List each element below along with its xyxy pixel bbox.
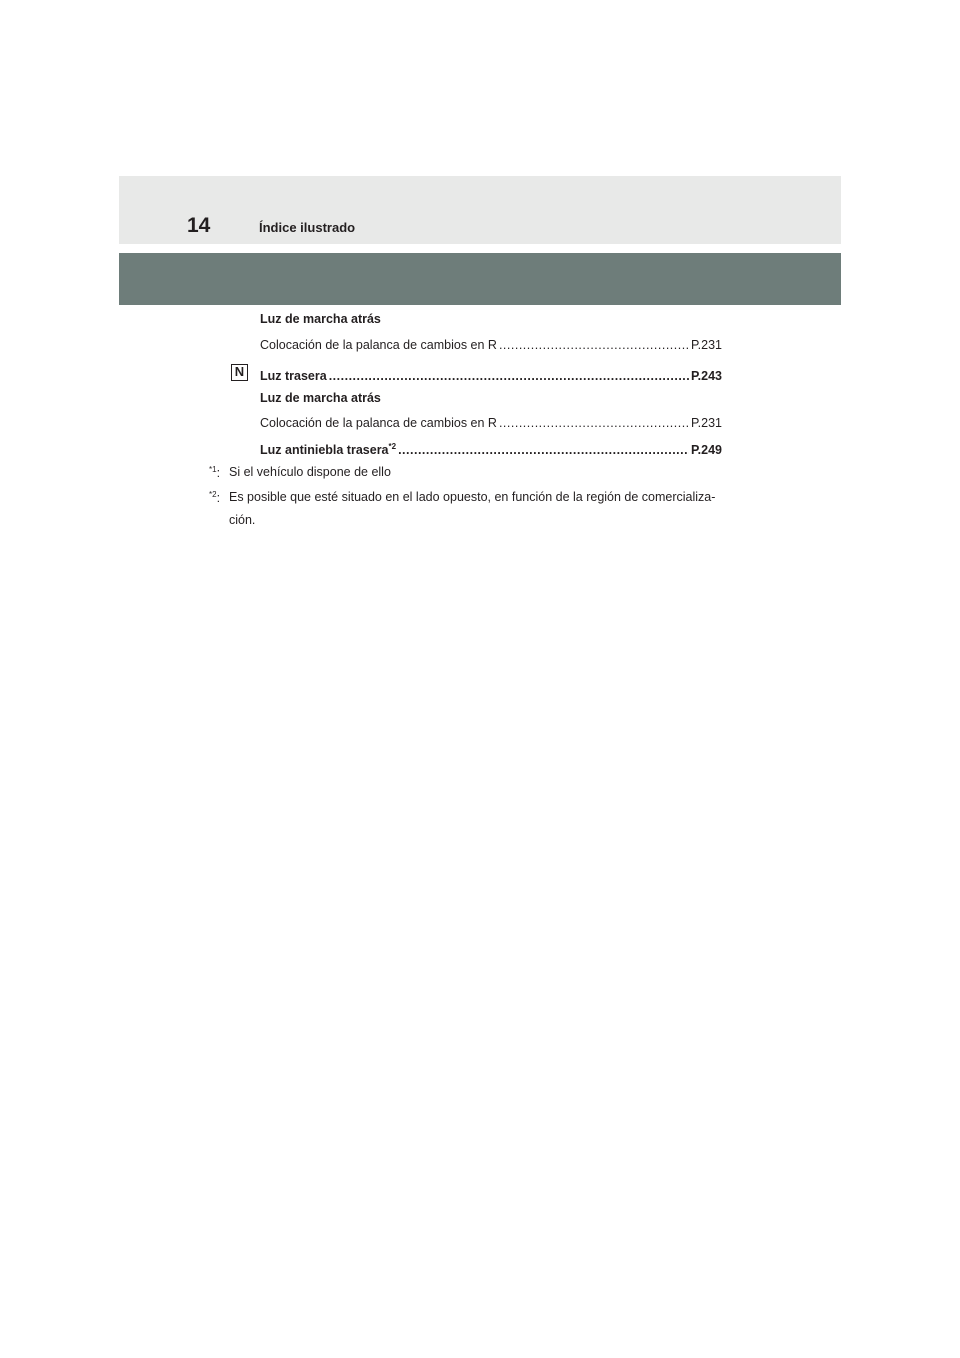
footnote-sep: : [216,466,221,480]
toc-entry[interactable] [260,442,722,458]
page-ref[interactable]: P.243 [690,369,722,383]
header-band [119,176,841,244]
footnote-mark: *2 [209,489,217,499]
dot-leader [398,442,689,458]
entry-title: Luz de marcha atrás [260,391,381,405]
footnote-text: Es posible que esté situado en el lado opuesto, en función de la región de comercializa-ción. [229,490,716,527]
footnote-text: Si el vehículo dispone de ello [229,465,391,479]
dot-leader [499,415,689,431]
toc-entry[interactable] [260,368,722,384]
footnote-ref: *2 [388,441,397,451]
dot-leader [329,368,689,384]
dot-leader [499,337,689,353]
entry-title: Luz de marcha atrás [260,312,381,326]
footnote-marker [209,465,220,481]
toc-entry[interactable] [260,337,722,353]
toc-entry-text: Colocación de la palanca de cambios en R [260,338,497,352]
page-ref[interactable]: P.231 [690,416,722,430]
page-number: 14 [187,214,211,237]
toc-entry[interactable] [260,415,722,431]
toc-entry-text [260,442,396,458]
footnote-sep: : [216,491,221,505]
footnote-marker [209,490,220,506]
section-title: Índice ilustrado [259,220,356,235]
toc-entry-text: Colocación de la palanca de cambios en R [260,416,497,430]
illustration-band [119,253,841,305]
toc-entry-label: Luz antiniebla trasera [260,443,389,457]
index-letter-box: N [231,364,248,381]
page-ref[interactable]: P.231 [690,338,722,352]
footnote-mark: *1 [209,464,217,474]
toc-entry-text: Luz trasera [260,369,327,383]
page-ref[interactable]: P.249 [690,443,722,457]
